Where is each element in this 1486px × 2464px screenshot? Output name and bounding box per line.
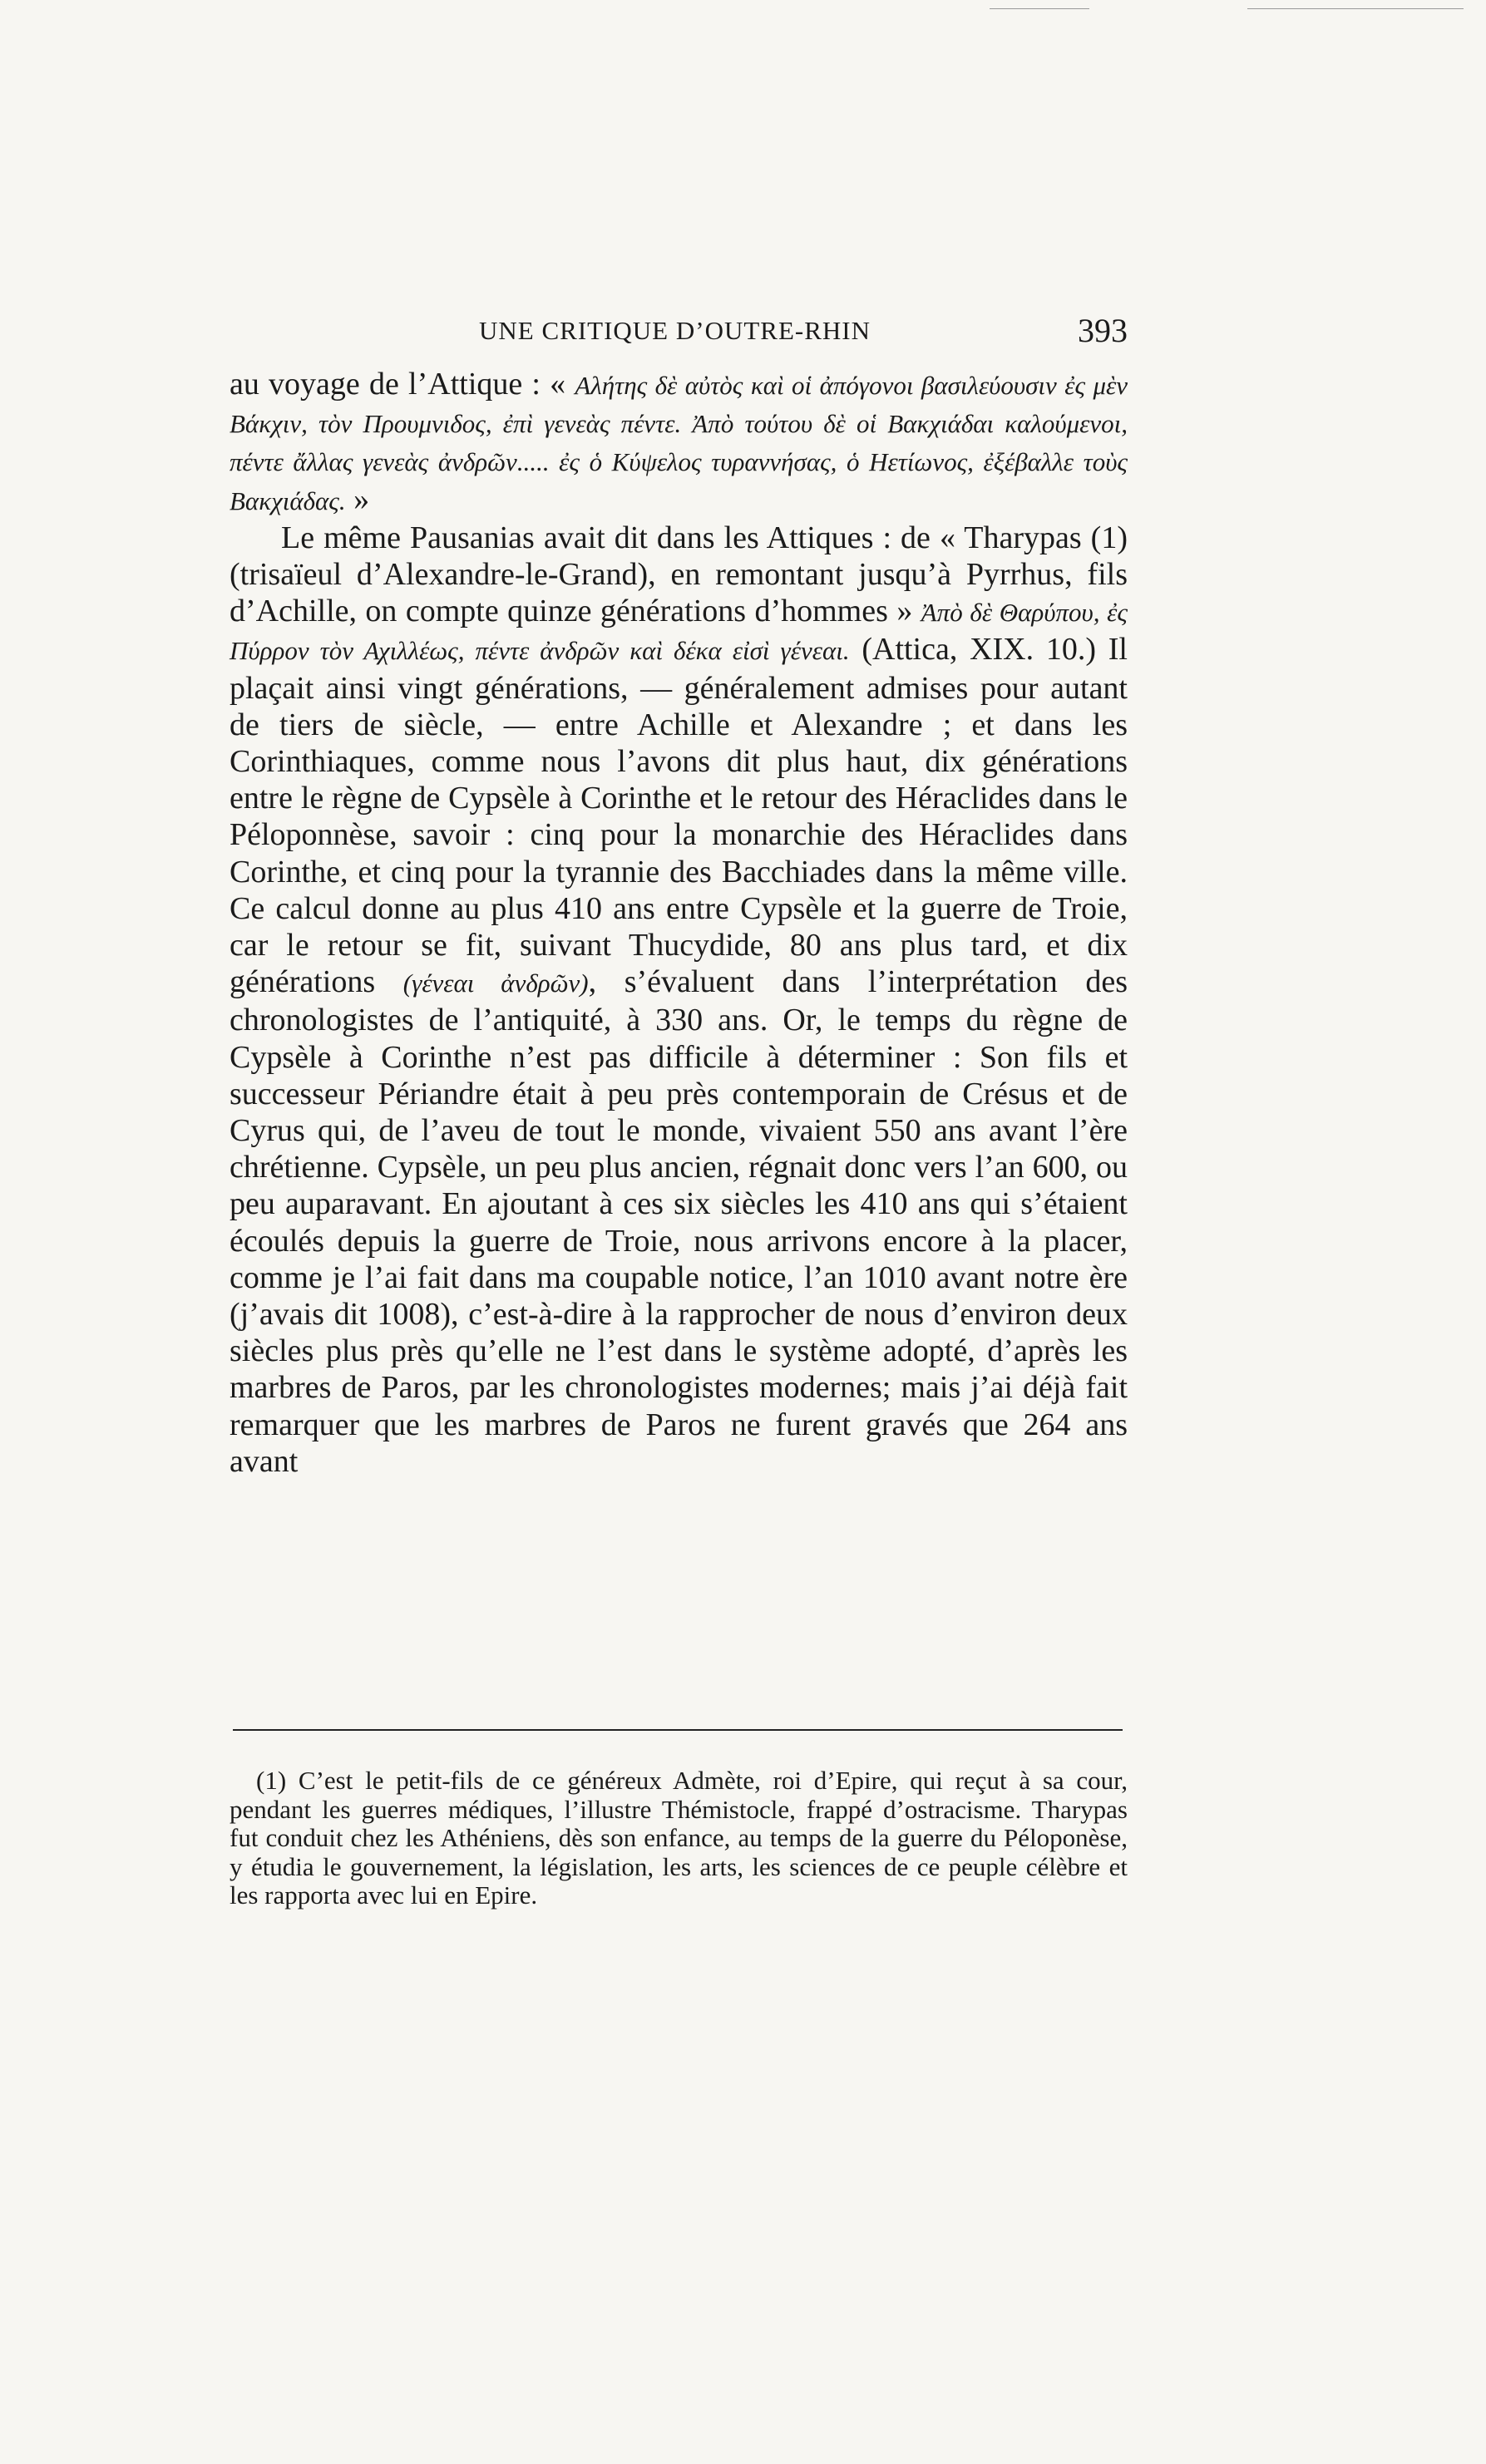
footnote-separator [233,1729,1123,1731]
paragraph-text: Le même Pausanias avait dit dans les Attiques : de « Tharypas (1) (trisaïeul d’Alexandre-le-Grand), en remontant jusqu’à Pyrrhus, fils d’Achille, on compte quinze générations d’hommes » [230,520,1128,629]
top-decorative-rule-right [1247,8,1464,9]
main-text [230,366,1128,1480]
greek-quotation: Αλήτης δὲ αὐτὸς καὶ οἱ ἀπόγονοι βασιλεύουσιν ἐς μὲν Βάκχιν, τὸν Προυμνιδος, ἐπὶ γενεὰς πέντε. Ἀπὸ τούτου δὲ οἱ Βακχιάδαι καλούμενοι, πέντε ἄλλας γενεὰς ἀνδρῶν..... ἐς ὁ Κύψελος τυραννήσας, ὁ Ηετίωνος, ἐξέβαλλε τοὺς Βακχιάδας. [230,371,1128,515]
top-decorative-rule [990,8,1089,9]
paragraph-text: au voyage de l’Attique : « [230,367,575,402]
paragraph-text: (Attica, XIX. 10.) Il plaçait ainsi vingt générations, — généralement admises pour autant de tiers de siècle, — entre Achille et Alexandre ; et dans les Corinthiaques, comme nous l’avons dit plus haut, dix générations entre le règne de Cypsèle à Corinthe et le retour des Héraclides dans le Péloponnèse, savoir : cinq pour la monarchie des Héraclides dans Corinthe, et cinq pour la tyrannie des Bacchiades dans la même ville. Ce calcul donne au plus 410 ans entre Cypsèle et la guerre de Troie, car le retour se fit, suivant Thucydide, 80 ans plus tard, et dix générations [230,632,1128,1000]
paragraph-chronology [230,520,1128,1480]
greek-quotation: Ἀπὸ δὲ Θαρύπου, ἐς Πύρρον τὸν Αχιλλέως, πέντε ἀνδρῶν καὶ δέκα εἰσὶ γένεαι. [230,598,1128,666]
footnote-text: (1) C’est le petit-fils de ce généreux Admète, roi d’Epire, qui reçut à sa cour, pendant les guerres médiques, l’illustre Thémistocle, frappé d’ostracisme. Tharypas fut conduit chez les Athéniens, dès son enfance, au temps de la guerre du Péloponèse, y étudia le gouvernement, la législation, les arts, les sciences de ce peuple célèbre et les rapporta avec lui en Epire. [230,1766,1128,1910]
paragraph-pausanias-quote [230,366,1128,520]
page-header [230,312,1128,357]
page-number: 393 [1078,312,1128,349]
paragraph-text: , s’évaluent dans l’interprétation des chronologistes de l’antiquité, à 330 ans. Or, le temps du règne de Cypsèle à Corinthe n’est pas difficile à déterminer : Son fils et successeur Périandre était à peu près contemporain de Crésus et de Cyrus qui, de l’aveu de tout le monde, vivaient 550 ans avant l’ère chrétienne. Cypsèle, un peu plus ancien, régnait donc vers l’an 600, ou peu auparavant. En ajoutant à ces six siècles les 410 ans qui s’étaient écoulés depuis la guerre de Troie, nous arrivons encore à la placer, comme je l’ai fait dans ma coupable notice, l’an 1010 avant notre ère (j’avais dit 1008), c’est-à-dire à la rapprocher de nous d’environ deux siècles plus près qu’elle ne l’est dans le système adopté, d’après les marbres de Paros, par les chronologistes modernes; mais j’ai déjà fait remarquer que les marbres de Paros ne furent gravés que 264 ans avant [230,964,1128,1479]
greek-quotation: (γένεαι ἀνδρῶν) [402,968,589,998]
closing-quote: » [345,481,370,517]
footnote [230,1767,1128,1910]
running-title: UNE CRITIQUE D’OUTRE-RHIN [479,316,871,345]
